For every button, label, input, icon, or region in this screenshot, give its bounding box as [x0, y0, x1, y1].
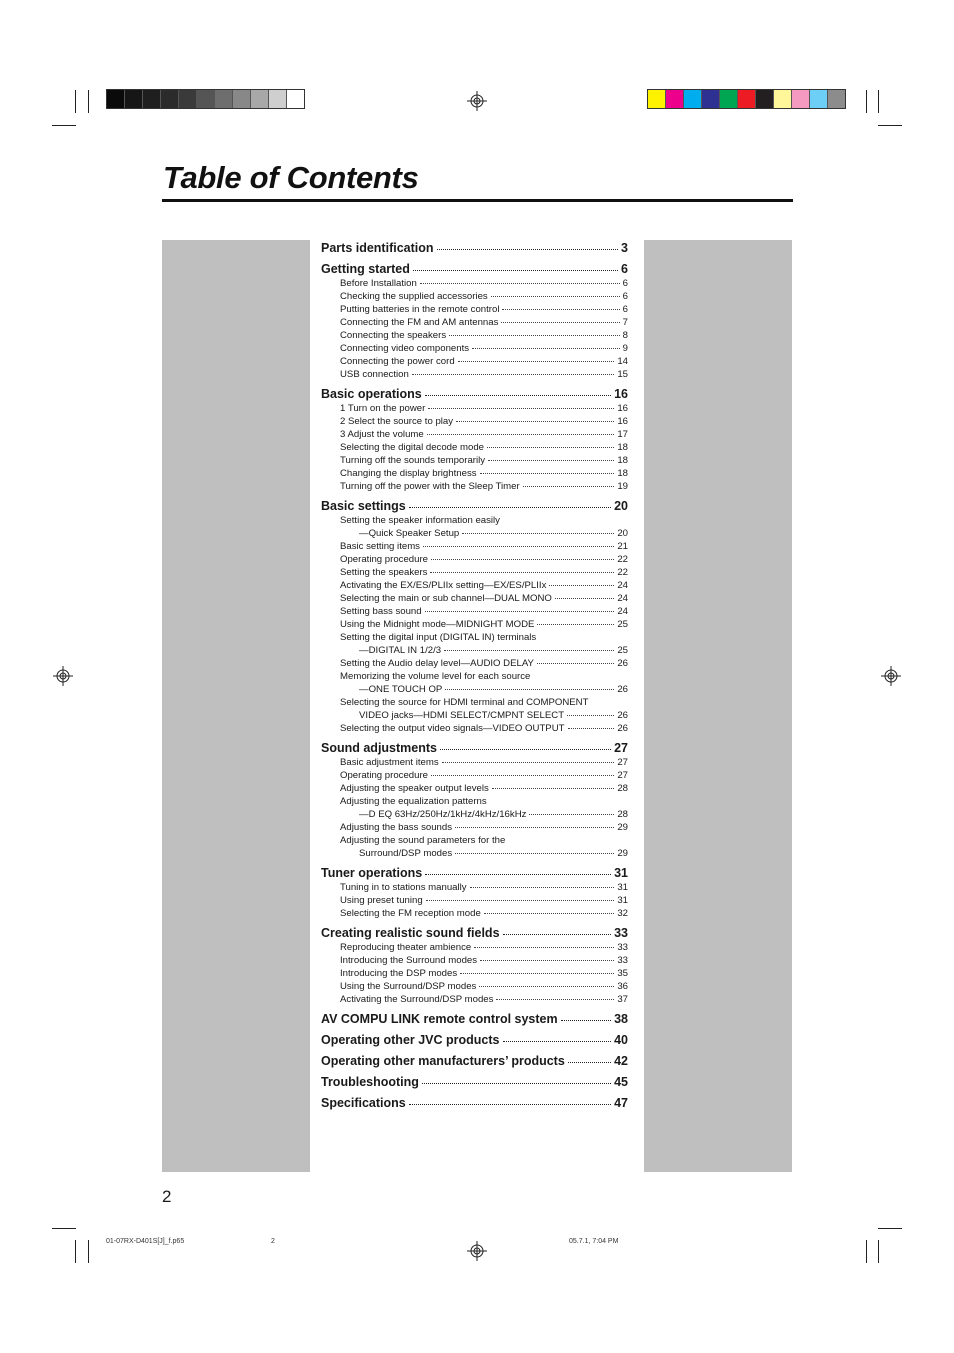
toc-entry-title: Setting the digital input (DIGITAL IN) terminals	[340, 632, 537, 643]
toc-entry-title: Activating the Surround/DSP modes	[340, 994, 494, 1005]
crop-mark-bottom-right-h	[878, 1228, 902, 1229]
toc-subentry-continuation[interactable]	[321, 527, 628, 540]
color-swatch	[197, 90, 215, 108]
toc-page-number: 45	[614, 1075, 628, 1089]
toc-subentry[interactable]	[321, 402, 628, 415]
toc-entry-title: Setting the speaker information easily	[340, 515, 500, 526]
toc-entry-title: Turning off the sounds temporarily	[340, 455, 486, 466]
toc-subentry[interactable]	[321, 657, 628, 670]
toc-subentry[interactable]	[321, 290, 628, 303]
toc-subentry[interactable]	[321, 316, 628, 329]
color-swatch	[720, 90, 738, 108]
toc-subentry[interactable]	[321, 592, 628, 605]
toc-leader-dots	[460, 973, 614, 974]
toc-section-entry[interactable]	[321, 386, 628, 402]
toc-leader-dots	[455, 827, 614, 828]
color-swatch	[648, 90, 666, 108]
toc-page-number: 35	[617, 968, 628, 979]
toc-section-entry[interactable]	[321, 1053, 628, 1069]
toc-page-number: 28	[617, 809, 628, 820]
toc-leader-dots	[456, 421, 614, 422]
toc-leader-dots	[445, 689, 614, 690]
toc-subentry[interactable]	[321, 993, 628, 1006]
toc-subentry[interactable]	[321, 769, 628, 782]
toc-subentry[interactable]	[321, 894, 628, 907]
toc-page-number: 26	[617, 684, 628, 695]
toc-entry-title: Specifications	[321, 1096, 406, 1110]
toc-page-number: 38	[614, 1012, 628, 1026]
toc-entry-title: Selecting the digital decode mode	[340, 442, 485, 453]
toc-page-number: 28	[617, 783, 628, 794]
toc-subentry[interactable]	[321, 467, 628, 480]
toc-leader-dots	[480, 960, 614, 961]
toc-page-number: 18	[617, 468, 628, 479]
color-swatch	[233, 90, 251, 108]
toc-entry-title: Turning off the power with the Sleep Timer	[340, 481, 520, 492]
toc-leader-dots	[412, 374, 615, 375]
toc-entry-title: USB connection	[340, 369, 409, 380]
toc-entry-title: Operating other manufacturers’ products	[321, 1054, 565, 1068]
toc-entry-title: Reproducing theater ambience	[340, 942, 472, 953]
toc-page-number: 33	[614, 926, 628, 940]
toc-subentry[interactable]	[321, 579, 628, 592]
toc-entry-title: Surround/DSP modes	[359, 848, 453, 859]
toc-page-number: 14	[617, 356, 628, 367]
toc-leader-dots	[430, 572, 614, 573]
toc-subentry-first-line[interactable]	[321, 795, 628, 808]
toc-page-number: 16	[617, 416, 628, 427]
color-swatch	[792, 90, 810, 108]
toc-entry-title: Basic operations	[321, 387, 422, 401]
toc-entry-title: Connecting video components	[340, 343, 470, 354]
toc-entry-title: Changing the display brightness	[340, 468, 477, 479]
toc-section-entry[interactable]	[321, 1074, 628, 1090]
toc-page-number: 6	[622, 304, 628, 315]
toc-subentry[interactable]	[321, 907, 628, 920]
toc-entry-title: Activating the EX/ES/PLIIx setting—EX/ES/PLIIx	[340, 580, 547, 591]
toc-subentry-first-line[interactable]	[321, 670, 628, 683]
toc-page-number: 25	[617, 645, 628, 656]
toc-leader-dots	[409, 1104, 611, 1105]
toc-leader-dots	[503, 934, 612, 935]
toc-page-number: 25	[617, 619, 628, 630]
toc-leader-dots	[431, 559, 614, 560]
toc-leader-dots	[423, 546, 614, 547]
toc-entry-title: Tuner operations	[321, 866, 423, 880]
toc-entry-title: Introducing the Surround modes	[340, 955, 478, 966]
toc-leader-dots	[529, 814, 614, 815]
toc-page-number: 20	[617, 528, 628, 539]
color-swatch	[702, 90, 720, 108]
toc-subentry[interactable]	[321, 954, 628, 967]
toc-leader-dots	[462, 533, 614, 534]
toc-page-number: 33	[617, 955, 628, 966]
toc-entry-title: Connecting the power cord	[340, 356, 455, 367]
toc-entry-title: Checking the supplied accessories	[340, 291, 488, 302]
toc-entry-title: Before Installation	[340, 278, 417, 289]
toc-leader-dots	[428, 408, 614, 409]
toc-entry-title: Adjusting the equalization patterns	[340, 796, 487, 807]
toc-entry-title: Selecting the main or sub channel—DUAL MONO	[340, 593, 552, 604]
toc-page-number: 40	[614, 1033, 628, 1047]
toc-entry-title: —ONE TOUCH OP	[359, 684, 443, 695]
toc-entry-title: Using preset tuning	[340, 895, 423, 906]
color-swatch	[269, 90, 287, 108]
toc-page-number: 31	[614, 866, 628, 880]
toc-leader-dots	[427, 434, 615, 435]
toc-subentry[interactable]	[321, 415, 628, 428]
toc-subentry-first-line[interactable]	[321, 631, 628, 644]
toc-section-entry[interactable]	[321, 1095, 628, 1111]
toc-leader-dots	[413, 270, 618, 271]
color-swatch	[125, 90, 143, 108]
toc-leader-dots	[549, 585, 614, 586]
toc-leader-dots	[470, 887, 615, 888]
toc-leader-dots	[472, 348, 620, 349]
crop-mark-top-right-v2	[866, 90, 867, 113]
page-title: Table of Contents	[163, 160, 419, 195]
toc-section-entry[interactable]	[321, 261, 628, 277]
toc-leader-dots	[537, 663, 614, 664]
toc-section-entry[interactable]	[321, 498, 628, 514]
crop-mark-bottom-right-v	[878, 1240, 879, 1263]
toc-page-number: 32	[617, 908, 628, 919]
toc-leader-dots	[409, 507, 611, 508]
toc-subentry[interactable]	[321, 782, 628, 795]
toc-leader-dots	[425, 874, 611, 875]
color-swatch	[810, 90, 828, 108]
toc-page-number: 16	[617, 403, 628, 414]
footer-page: 2	[271, 1238, 275, 1245]
toc-page-number: 22	[617, 554, 628, 565]
toc-subentry[interactable]	[321, 355, 628, 368]
toc-subentry-first-line[interactable]	[321, 834, 628, 847]
toc-leader-dots	[440, 749, 611, 750]
toc-leader-dots	[491, 296, 620, 297]
toc-leader-dots	[488, 460, 614, 461]
toc-entry-title: Troubleshooting	[321, 1075, 419, 1089]
toc-page-number: 15	[617, 369, 628, 380]
process-color-bar	[647, 89, 846, 109]
toc-leader-dots	[426, 900, 615, 901]
toc-page-number: 22	[617, 567, 628, 578]
toc-subentry[interactable]	[321, 618, 628, 631]
toc-page-number: 27	[617, 770, 628, 781]
toc-page-number: 31	[617, 882, 628, 893]
toc-entry-title: Basic adjustment items	[340, 757, 439, 768]
color-swatch	[179, 90, 197, 108]
toc-subentry[interactable]	[321, 277, 628, 290]
toc-leader-dots	[437, 249, 619, 250]
title-underline	[162, 199, 793, 202]
toc-page-number: 26	[617, 658, 628, 669]
toc-page-number: 6	[622, 278, 628, 289]
toc-entry-title: VIDEO jacks—HDMI SELECT/CMPNT SELECT	[359, 710, 565, 721]
toc-entry-title: Operating procedure	[340, 554, 428, 565]
crop-mark-top-left-h	[52, 125, 76, 126]
toc-page-number: 18	[617, 455, 628, 466]
registration-mark-right-icon	[881, 666, 901, 686]
toc-page-number: 33	[617, 942, 628, 953]
toc-leader-dots	[431, 775, 614, 776]
toc-section-entry[interactable]	[321, 740, 628, 756]
toc-page-number: 26	[617, 723, 628, 734]
toc-subentry[interactable]	[321, 553, 628, 566]
toc-section-entry[interactable]	[321, 865, 628, 881]
toc-subentry[interactable]	[321, 303, 628, 316]
color-swatch	[287, 90, 304, 108]
toc-leader-dots	[425, 395, 611, 396]
toc-page-number: 24	[617, 593, 628, 604]
toc-leader-dots	[480, 473, 615, 474]
toc-subentry[interactable]	[321, 980, 628, 993]
toc-entry-title: Operating other JVC products	[321, 1033, 500, 1047]
toc-page-number: 3	[621, 241, 628, 255]
toc-page-number: 6	[621, 262, 628, 276]
toc-subentry-first-line[interactable]	[321, 696, 628, 709]
toc-entry-title: Sound adjustments	[321, 741, 437, 755]
toc-leader-dots	[568, 1062, 611, 1063]
toc-leader-dots	[425, 611, 615, 612]
toc-entry-title: Putting batteries in the remote control	[340, 304, 500, 315]
page-number: 2	[162, 1187, 172, 1206]
toc-leader-dots	[501, 322, 619, 323]
footer-timestamp: 05.7.1, 7:04 PM	[569, 1238, 619, 1245]
toc-page-number: 27	[614, 741, 628, 755]
toc-entry-title: Introducing the DSP modes	[340, 968, 458, 979]
toc-subentry[interactable]	[321, 540, 628, 553]
toc-entry-title: Basic settings	[321, 499, 406, 513]
toc-page-number: 36	[617, 981, 628, 992]
toc-subentry[interactable]	[321, 722, 628, 735]
crop-mark-top-right-v	[878, 90, 879, 113]
toc-subentry-continuation[interactable]	[321, 683, 628, 696]
toc-entry-title: 3 Adjust the volume	[340, 429, 424, 440]
toc-page-number: 24	[617, 580, 628, 591]
toc-page-number: 19	[617, 481, 628, 492]
toc-leader-dots	[568, 728, 615, 729]
toc-subentry-continuation[interactable]	[321, 709, 628, 722]
toc-page-number: 29	[617, 822, 628, 833]
toc-entry-title: Getting started	[321, 262, 410, 276]
color-swatch	[215, 90, 233, 108]
toc-section-entry[interactable]	[321, 925, 628, 941]
toc-entry-title: Selecting the output video signals—VIDEO OUTPUT	[340, 723, 565, 734]
toc-page-number: 24	[617, 606, 628, 617]
toc-leader-dots	[567, 715, 614, 716]
toc-entry-title: AV COMPU LINK remote control system	[321, 1012, 558, 1026]
crop-mark-bottom-left-v2	[88, 1240, 89, 1263]
toc-leader-dots	[422, 1083, 611, 1084]
toc-entry-title: Connecting the FM and AM antennas	[340, 317, 499, 328]
toc-subentry[interactable]	[321, 756, 628, 769]
crop-mark-top-right-h	[878, 125, 902, 126]
toc-entry-title: Memorizing the volume level for each source	[340, 671, 531, 682]
toc-page-number: 18	[617, 442, 628, 453]
color-swatch	[774, 90, 792, 108]
toc-page-number: 9	[622, 343, 628, 354]
toc-entry-title: Using the Surround/DSP modes	[340, 981, 477, 992]
toc-leader-dots	[503, 1041, 612, 1042]
toc-subentry[interactable]	[321, 428, 628, 441]
toc-page-number: 37	[617, 994, 628, 1005]
left-side-panel	[162, 240, 310, 1172]
toc-leader-dots	[484, 913, 615, 914]
toc-subentry-continuation[interactable]	[321, 644, 628, 657]
crop-mark-top-left-v	[75, 90, 76, 113]
toc-entry-title: Parts identification	[321, 241, 434, 255]
toc-leader-dots	[492, 788, 615, 789]
toc-page-number: 8	[622, 330, 628, 341]
toc-subentry-first-line[interactable]	[321, 514, 628, 527]
color-swatch	[666, 90, 684, 108]
toc-page-number: 26	[617, 710, 628, 721]
toc-page-number: 7	[622, 317, 628, 328]
toc-section-entry[interactable]	[321, 1032, 628, 1048]
toc-entry-title: Adjusting the sound parameters for the	[340, 835, 506, 846]
toc-entry-title: Operating procedure	[340, 770, 428, 781]
toc-leader-dots	[502, 309, 619, 310]
toc-leader-dots	[458, 361, 615, 362]
toc-entry-title: —D EQ 63Hz/250Hz/1kHz/4kHz/16kHz	[359, 809, 527, 820]
toc-entry-title: Selecting the FM reception mode	[340, 908, 481, 919]
toc-subentry[interactable]	[321, 941, 628, 954]
toc-leader-dots	[449, 335, 620, 336]
toc-page-number: 47	[614, 1096, 628, 1110]
toc-entry-title: Tuning in to stations manually	[340, 882, 467, 893]
toc-leader-dots	[442, 762, 615, 763]
toc-entry-title: Connecting the speakers	[340, 330, 447, 341]
toc-section-entry[interactable]	[321, 240, 628, 256]
toc-leader-dots	[444, 650, 614, 651]
toc-subentry[interactable]	[321, 881, 628, 894]
toc-entry-title: Setting the speakers	[340, 567, 428, 578]
toc-subentry[interactable]	[321, 329, 628, 342]
toc-entry-title: Basic setting items	[340, 541, 420, 552]
toc-list	[321, 237, 628, 1111]
registration-mark-top-icon	[467, 91, 487, 111]
toc-entry-title: —DIGITAL IN 1/2/3	[359, 645, 442, 656]
toc-subentry[interactable]	[321, 454, 628, 467]
color-swatch	[756, 90, 774, 108]
toc-entry-title: Adjusting the bass sounds	[340, 822, 453, 833]
grayscale-color-bar	[106, 89, 305, 109]
toc-page-number: 21	[617, 541, 628, 552]
toc-subentry[interactable]	[321, 566, 628, 579]
color-swatch	[107, 90, 125, 108]
crop-mark-top-left-v2	[88, 90, 89, 113]
toc-leader-dots	[487, 447, 614, 448]
toc-page-number: 31	[617, 895, 628, 906]
toc-entry-title: Using the Midnight mode—MIDNIGHT MODE	[340, 619, 535, 630]
crop-mark-bottom-left-h	[52, 1228, 76, 1229]
toc-subentry[interactable]	[321, 441, 628, 454]
toc-page-number: 6	[622, 291, 628, 302]
registration-mark-left-icon	[53, 666, 73, 686]
color-swatch	[684, 90, 702, 108]
toc-subentry-continuation[interactable]	[321, 847, 628, 860]
toc-leader-dots	[479, 986, 614, 987]
crop-mark-bottom-right-v2	[866, 1240, 867, 1263]
toc-page-number: 20	[614, 499, 628, 513]
toc-entry-title: Selecting the source for HDMI terminal and COMPONENT	[340, 697, 589, 708]
footer-filename: 01-07RX-D401S[J]_f.p65	[106, 1238, 185, 1245]
toc-leader-dots	[474, 947, 614, 948]
toc-page-number: 27	[617, 757, 628, 768]
color-swatch	[251, 90, 269, 108]
toc-subentry[interactable]	[321, 821, 628, 834]
toc-leader-dots	[455, 853, 614, 854]
color-swatch	[143, 90, 161, 108]
color-swatch	[828, 90, 845, 108]
toc-page-number: 16	[614, 387, 628, 401]
toc-entry-title: Setting bass sound	[340, 606, 422, 617]
toc-leader-dots	[537, 624, 614, 625]
toc-subentry[interactable]	[321, 342, 628, 355]
toc-subentry[interactable]	[321, 368, 628, 381]
toc-entry-title: Creating realistic sound fields	[321, 926, 500, 940]
right-side-panel	[644, 240, 792, 1172]
color-swatch	[738, 90, 756, 108]
registration-mark-bottom-icon	[467, 1241, 487, 1261]
toc-section-entry[interactable]	[321, 1011, 628, 1027]
toc-page-number: 29	[617, 848, 628, 859]
toc-leader-dots	[496, 999, 614, 1000]
toc-entry-title: 2 Select the source to play	[340, 416, 454, 427]
toc-subentry[interactable]	[321, 480, 628, 493]
toc-leader-dots	[523, 486, 615, 487]
toc-entry-title: 1 Turn on the power	[340, 403, 426, 414]
toc-entry-title: Adjusting the speaker output levels	[340, 783, 489, 794]
toc-entry-title: Setting the Audio delay level—AUDIO DELAY	[340, 658, 534, 669]
toc-leader-dots	[561, 1020, 611, 1021]
toc-leader-dots	[420, 283, 620, 284]
toc-entry-title: —Quick Speaker Setup	[359, 528, 460, 539]
toc-subentry[interactable]	[321, 967, 628, 980]
toc-page-number: 42	[614, 1054, 628, 1068]
toc-subentry-continuation[interactable]	[321, 808, 628, 821]
toc-subentry[interactable]	[321, 605, 628, 618]
crop-mark-bottom-left-v	[75, 1240, 76, 1263]
color-swatch	[161, 90, 179, 108]
toc-leader-dots	[555, 598, 614, 599]
toc-page-number: 17	[617, 429, 628, 440]
